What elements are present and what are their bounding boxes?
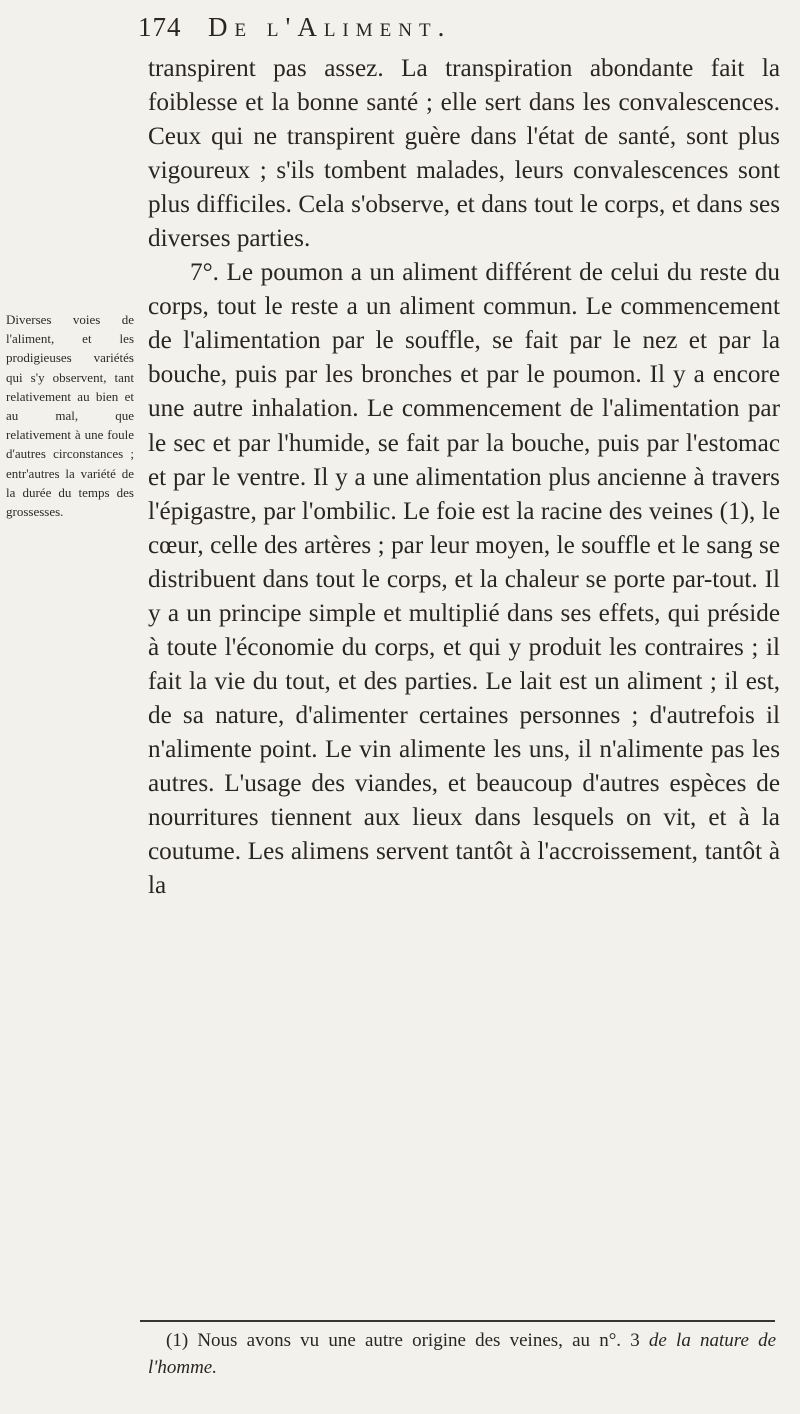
main-text	[148, 52, 780, 903]
footnote-title: de la nature de l'homme.	[148, 1330, 777, 1378]
paragraph: 7°. Le poumon a un aliment différent de celui du reste du corps, tout le reste a un aliment commun. Le commencement de l'alimentation par le souffle, se fait par le nez et par la bouche, puis par les bronches et par le poumon. Il y a encore une autre inhalation. Le commencement de l'alimentation par le sec et par l'humide, se fait par la bouche, puis par l'estomac et par le ventre. Il y a une alimentation plus ancienne à travers l'épigastre, par l'ombilic. Le foie est la racine des veines (1), le cœur, celle des artères ; par leur moyen, le souffle et le sang se distribuent dans tout le corps, et la chaleur se porte par-tout. Il y a un principe simple et multiplié dans ses effets, qui préside à toute l'économie du corps, et qui y produit les contraires ; il fait la vie du tout, et des parties. Le lait est un aliment ; il est, de sa nature, d'alimenter certaines personnes ; d'autrefois il n'alimente point. Le vin alimente les uns, il n'alimente pas les autres. L'usage des viandes, et beaucoup d'autres espèces de nourritures tiennent aux lieux dans lesquels on vit, et à la coutume. Les alimens servent tantôt à l'accroissement, tantôt à la	[148, 259, 780, 900]
running-title: De l'Aliment.	[208, 12, 452, 42]
paragraph: transpirent pas assez. La transpiration abondante fait la foiblesse et la bonne santé ; elle sert dans les convalescences. Ceux qui ne transpirent guère dans l'état de santé, sont plus vigoureux ; s'ils tombent malades, leurs convalescences sont plus difficiles. Cela s'observe, et dans tout le corps, et dans ses diverses parties.	[148, 55, 780, 253]
page-number: 174	[138, 12, 182, 42]
page-header	[138, 12, 768, 48]
footnote-text: (1) Nous avons vu une autre origine des veines, au n°. 3	[166, 1330, 640, 1351]
footnote	[148, 1327, 776, 1381]
footnote-divider	[140, 1320, 775, 1322]
margin-note: Diverses voies de l'aliment, et les prodigieuses variétés qui s'y observent, tant relativement au bien et au mal, que relativement à une foule d'autres circonstances ; entr'autres la variété de la durée du temps des grossesses.	[6, 312, 134, 520]
